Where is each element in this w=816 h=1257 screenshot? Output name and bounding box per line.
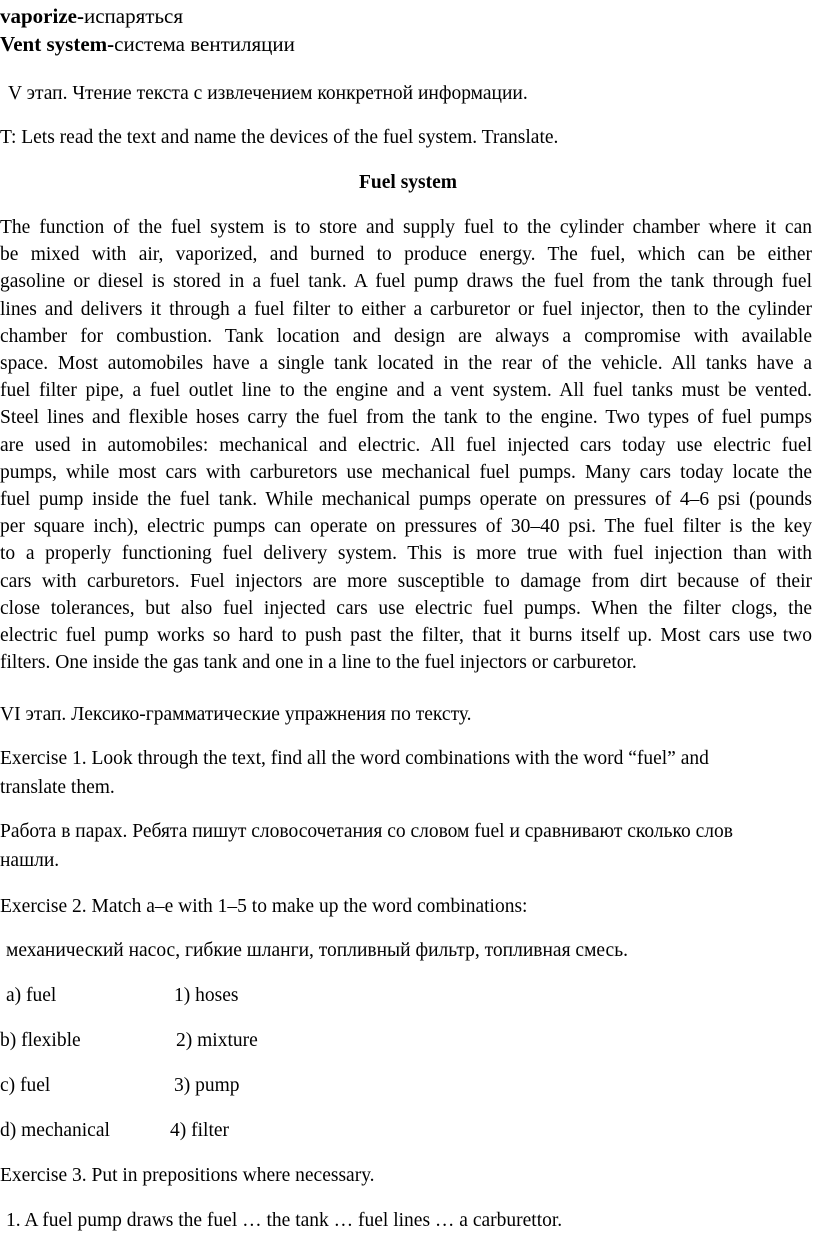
vocab-entry-vaporize bbox=[0, 4, 183, 28]
match-left-d: d) mechanical bbox=[0, 1120, 110, 1141]
match-left-a: a) fuel bbox=[6, 985, 57, 1006]
text-line: lines and delivers it through a fuel filter to either a carburetor or fuel injector, then to the cylinder bbox=[0, 298, 812, 320]
match-right-4: 4) filter bbox=[170, 1120, 230, 1141]
exercise-3-title: Exercise 3. Put in prepositions where necessary. bbox=[0, 1165, 375, 1186]
text-line: filters. One inside the gas tank and one in a line to the fuel injectors or carburetor. bbox=[0, 652, 637, 674]
text-line: Steel lines and flexible hoses carry the fuel from the tank to the engine. Two types of fuel pumps bbox=[0, 407, 812, 429]
vocab-term: Vent system- bbox=[0, 32, 115, 56]
text-line: electric fuel pump works so hard to push past the filter, that it burns itself up. Most cars use two bbox=[0, 625, 812, 647]
text-line: per square inch), electric pumps can operate on pressures of 30–40 psi. The fuel filter is the key bbox=[0, 516, 812, 538]
text-line: fuel pump inside the fuel tank. While mechanical pumps operate on pressures of 4–6 psi (pounds bbox=[0, 489, 812, 511]
task-instruction: T: Lets read the text and name the devices of the fuel system. Translate. bbox=[0, 127, 559, 148]
text-line: chamber for combustion. Tank location and design are always a compromise with available bbox=[0, 325, 812, 347]
match-right-3: 3) pump bbox=[174, 1075, 240, 1096]
fuel-system-text bbox=[0, 214, 812, 676]
text-line: close tolerances, but also fuel injected cars use electric fuel pumps. When the filter clogs, the bbox=[0, 597, 812, 619]
vocab-translation: система вентиляции bbox=[114, 32, 295, 56]
text-line: gasoline or diesel is stored in a fuel tank. A fuel pump draws the fuel from the tank through fuel bbox=[0, 271, 812, 293]
text-line: The function of the fuel system is to store and supply fuel to the cylinder chamber where it can bbox=[0, 217, 812, 238]
match-left-c: c) fuel bbox=[0, 1075, 51, 1096]
exercise-1-line-2: translate them. bbox=[0, 777, 115, 798]
exercise-3-item-1: 1. A fuel pump draws the fuel … the tank … fuel lines … a carburettor. bbox=[6, 1210, 563, 1231]
match-right-1: 1) hoses bbox=[174, 985, 239, 1006]
pair-work-line-2: нашли. bbox=[0, 850, 60, 871]
text-line: to a properly functioning fuel delivery system. This is more true with fuel injection than with bbox=[0, 543, 812, 565]
text-title: Fuel system bbox=[358, 172, 458, 193]
vocab-translation: испаряться bbox=[83, 4, 183, 28]
vocab-entry-vent-system bbox=[0, 32, 295, 56]
vocab-term: vaporize- bbox=[0, 4, 84, 28]
stage-6-heading: VI этап. Лексико-грамматические упражнения по тексту. bbox=[0, 704, 472, 725]
match-left-b: b) flexible bbox=[0, 1030, 81, 1051]
pair-work-line-1: Работа в парах. Ребята пишут словосочетания со словом fuel и сравнивают сколько слов bbox=[0, 821, 733, 842]
text-line: are used in automobiles: mechanical and electric. All fuel injected cars today use electric fuel bbox=[0, 434, 812, 456]
text-line: fuel filter pipe, a fuel outlet line to the engine and a vent system. All fuel tanks must be vented. bbox=[0, 380, 812, 402]
exercise-2-title: Exercise 2. Match a–e with 1–5 to make up the word combinations: bbox=[0, 896, 528, 917]
text-line: space. Most automobiles have a single tank located in the rear of the vehicle. All tanks have a bbox=[0, 353, 812, 375]
text-line: cars with carburetors. Fuel injectors are more susceptible to damage from dirt because of their bbox=[0, 570, 812, 592]
exercise-1-line-1: Exercise 1. Look through the text, find all the word combinations with the word “fuel” and bbox=[0, 748, 709, 769]
text-line: be mixed with air, vaporized, and burned to produce energy. The fuel, which can be either bbox=[0, 244, 812, 266]
match-right-2: 2) mixture bbox=[176, 1030, 258, 1051]
exercise-2-hint: механический насос, гибкие шланги, топливный фильтр, топливная смесь. bbox=[6, 940, 628, 961]
text-line: pumps, while most cars with carburetors use mechanical fuel pumps. Many cars today locate the bbox=[0, 461, 812, 483]
stage-5-heading: V этап. Чтение текста с извлечением конкретной информации. bbox=[8, 83, 528, 104]
